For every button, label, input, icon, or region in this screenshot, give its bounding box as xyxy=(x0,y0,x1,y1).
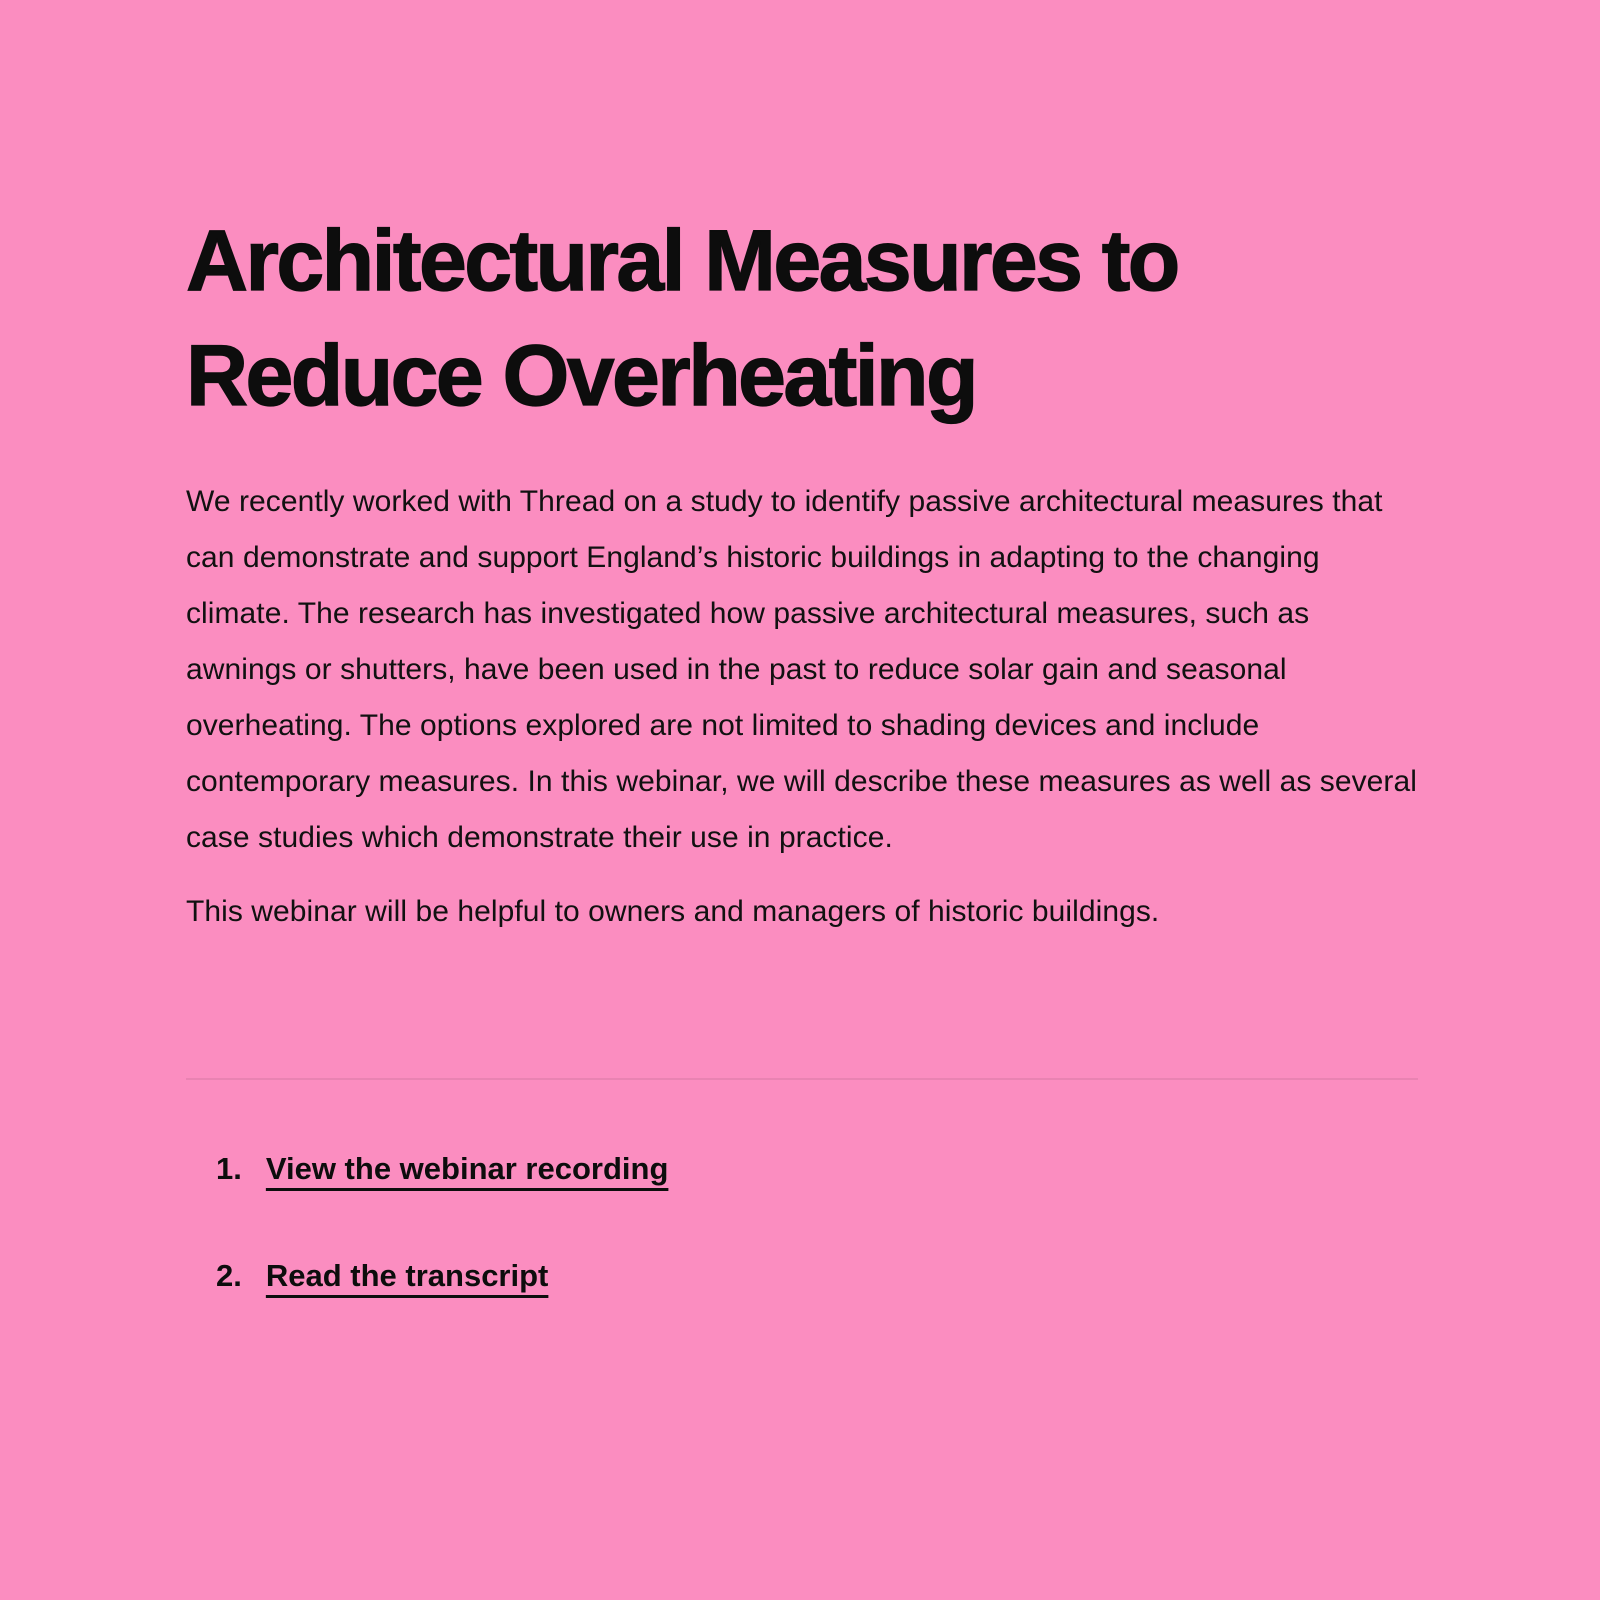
list-item-number: 1. xyxy=(216,1151,242,1186)
resource-links-list xyxy=(186,1149,1418,1296)
section-divider xyxy=(186,1078,1418,1080)
list-item-number: 2. xyxy=(216,1258,242,1293)
audience-paragraph: This webinar will be helpful to owners and managers of historic buildings. xyxy=(186,895,1160,928)
list-item xyxy=(216,1149,1418,1189)
intro-paragraph: We recently worked with Thread on a study to identify passive architectural measures that can demonstrate and support England’s historic buildings in adapting to the changing climate. The research has investigated how passive architectural measures, such as awnings or shutters, have been used in the past to reduce solar gain and seasonal overheating. The options explored are not limited to shading devices and include contemporary measures. In this webinar, we will describe these measures as well as several case studies which demonstrate their use in practice. xyxy=(186,485,1417,854)
webinar-recording-link[interactable]: View the webinar recording xyxy=(265,1151,669,1186)
article-content xyxy=(186,204,1418,1363)
page-title: Architectural Measures to Reduce Overheating xyxy=(186,213,1178,424)
list-item xyxy=(216,1256,1418,1296)
transcript-link[interactable]: Read the transcript xyxy=(265,1258,549,1293)
